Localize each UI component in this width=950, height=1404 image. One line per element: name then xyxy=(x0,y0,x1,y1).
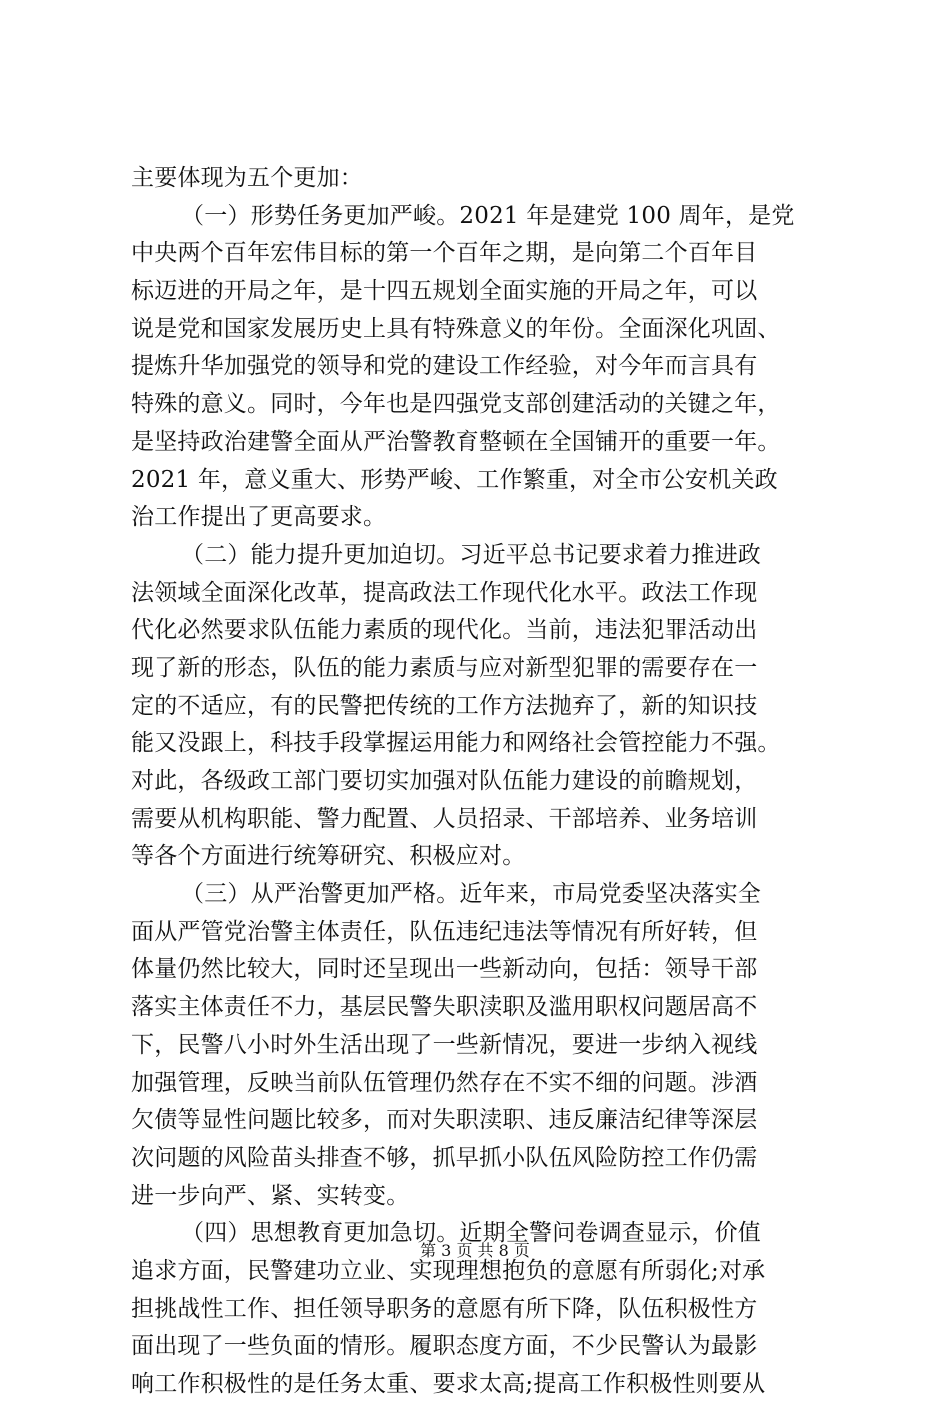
text-line: 需要从机构职能、警力配置、人员招录、干部培养、业务培训 xyxy=(131,805,758,832)
paragraph-4-start: （四）思想教育更加急切。近期全警问卷调查显示，价值 xyxy=(181,1220,761,1247)
text-line: 法领域全面深化改革，提高政法工作现代化水平。政法工作现 xyxy=(131,579,758,606)
text-line: 追求方面，民警建功立业、实现理想抱负的意愿有所弱化;对承 xyxy=(131,1257,766,1284)
text-line: 对此，各级政工部门要切实加强对队伍能力建设的前瞻规划， xyxy=(131,768,758,794)
text-line: 2021 年，意义重大、形势严峻、工作繁重，对全市公安机关政 xyxy=(131,466,778,493)
paragraph-1-start: （一）形势任务更加严峻。2021 年是建党 100 周年，是党 xyxy=(181,202,795,229)
text-line: 面出现了一些负面的情形。履职态度方面，不少民警认为最影 xyxy=(131,1333,758,1360)
text-line: 治工作提出了更高要求。 xyxy=(131,504,387,531)
text-line: 下，民警八小时外生活出现了一些新情况，要进一步纳入视线 xyxy=(131,1031,758,1058)
text-line: 提炼升华加强党的领导和党的建设工作经验，对今年而言具有 xyxy=(131,353,758,380)
text-line: 代化必然要求队伍能力素质的现代化。当前，违法犯罪活动出 xyxy=(131,617,758,644)
text-line: 响工作积极性的是任务太重、要求太高;提高工作积极性则要从 xyxy=(131,1371,766,1397)
text-line: 落实主体责任不力，基层民警失职渎职及滥用职权问题居高不 xyxy=(131,994,758,1021)
text-line: 等各个方面进行统筹研究、积极应对。 xyxy=(131,843,526,870)
text-line: 能又没跟上，科技手段掌握运用能力和网络社会管控能力不强。 xyxy=(131,730,781,757)
text-line: 欠债等显性问题比较多，而对失职渎职、违反廉洁纪律等深层 xyxy=(131,1107,758,1134)
text-line: 是坚持政治建警全面从严治警教育整顿在全国铺开的重要一年。 xyxy=(131,428,781,455)
text-line: 担挑战性工作、担任领导职务的意愿有所下降，队伍积极性方 xyxy=(131,1295,758,1322)
text-line: 现了新的形态，队伍的能力素质与应对新型犯罪的需要存在一 xyxy=(131,654,758,681)
text-line: 特殊的意义。同时，今年也是四强党支部创建活动的关键之年， xyxy=(131,391,781,418)
document-body xyxy=(131,160,831,1404)
text-line: 主要体现为五个更加： xyxy=(131,165,363,191)
text-line: 定的不适应，有的民警把传统的工作方法抛弃了，新的知识技 xyxy=(131,692,758,719)
text-line: 标迈进的开局之年，是十四五规划全面实施的开局之年，可以 xyxy=(131,278,758,305)
paragraph-2-start: （二）能力提升更加迫切。习近平总书记要求着力推进政 xyxy=(181,541,761,568)
text-line: 面从严管党治警主体责任，队伍违纪违法等情况有所好转，但 xyxy=(131,918,758,945)
paragraph-3-start: （三）从严治警更加严格。近年来，市局党委坚决落实全 xyxy=(181,881,761,908)
text-line: 进一步向严、紧、实转变。 xyxy=(131,1182,410,1209)
text-line: 加强管理，反映当前队伍管理仍然存在不实不细的问题。涉酒 xyxy=(131,1069,758,1096)
text-line: 次问题的风险苗头排查不够，抓早抓小队伍风险防控工作仍需 xyxy=(131,1144,758,1171)
page-number-footer: 第 3 页 共 8 页 xyxy=(420,1241,530,1260)
text-line: 说是党和国家发展历史上具有特殊意义的年份。全面深化巩固、 xyxy=(131,315,781,342)
text-line: 中央两个百年宏伟目标的第一个百年之期，是向第二个百年目 xyxy=(131,240,758,267)
text-line: 体量仍然比较大，同时还呈现出一些新动向，包括：领导干部 xyxy=(131,956,758,983)
